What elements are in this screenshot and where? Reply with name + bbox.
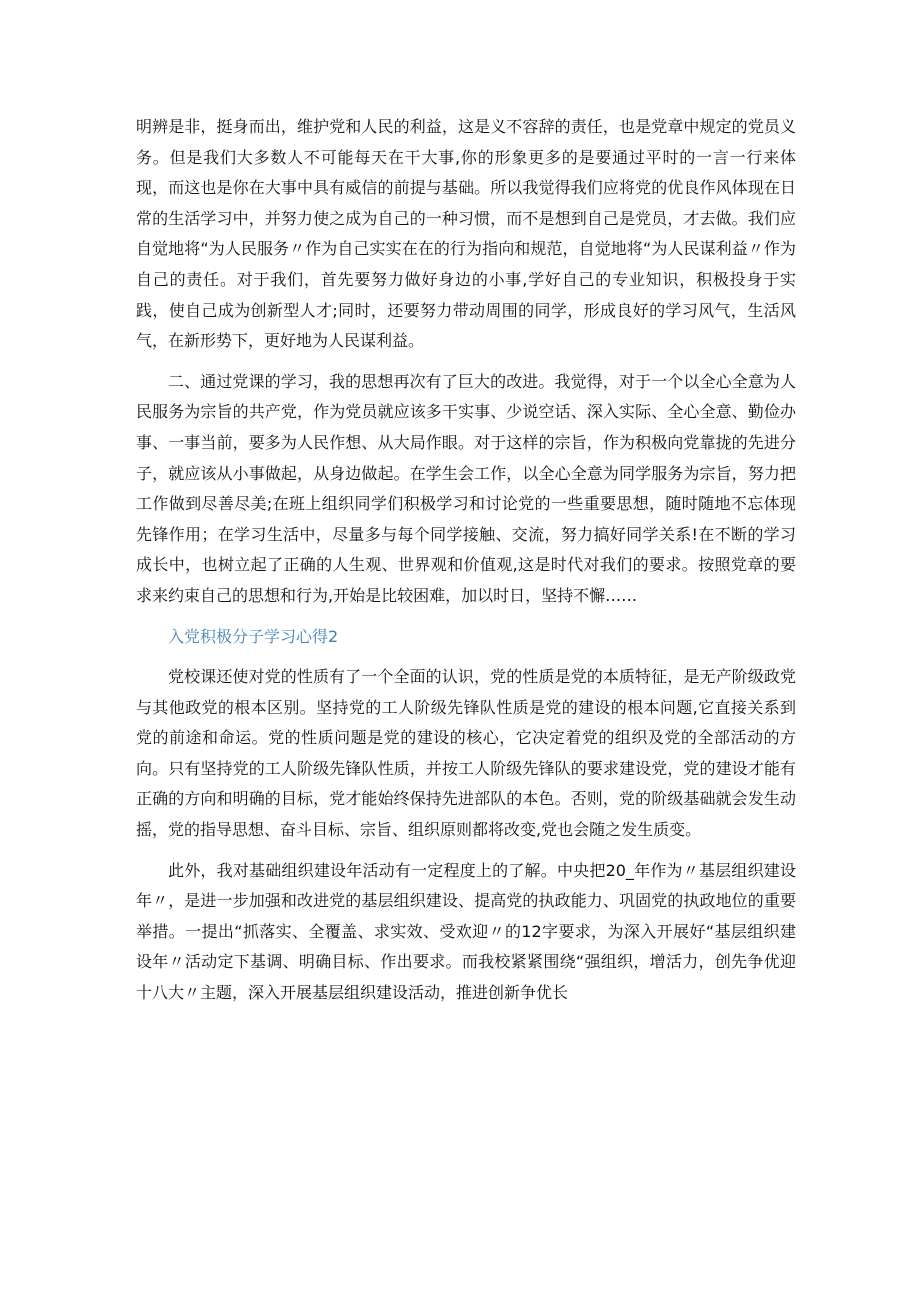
paragraph-4: 此外，我对基础组织建设年活动有一定程度上的了解。中央把20_年作为〃基层组织建设年〃，是进一步加强和改进党的基层组织建设、提高党的执政能力、巩固党的执政地位的重要举措。一提出“抓落实、全覆盖、求实效、受欢迎〃的12字要求，为深入开展好“基层组织建设年〃活动定下基调、明确目标、作出要求。而我校紧紧围绕“强组织，增活力，创先争优迎十八大〃主题，深入开展基层组织建设活动，推进创新争优长 bbox=[136, 860, 796, 1003]
paragraph-1: 明辨是非，挺身而出，维护党和人民的利益，这是义不容辞的责任，也是党章中规定的党员义务。但是我们大多数人不可能每天在干大事,你的形象更多的是要通过平时的一言一行来体现，而这也是你在大事中具有威信的前提与基础。所以我觉得我们应将党的优良作风体现在日常的生活学习中，并努力使之成为自己的一种习惯，而不是想到自己是党员，才去做。我们应自觉地将“为人民服务〃作为自己实实在在的行为指向和规范，自觉地将“为人民谋利益〃作为自己的责任。对于我们，首先要努力做好身边的小事,学好自己的专业知识，积极投身于实践，使自己成为创新型人才;同时，还要努力带动周围的同学，形成良好的学习风气，生活风气，在新形势下，更好地为人民谋利益。 bbox=[136, 117, 796, 351]
paragraph-3: 党校课还使对党的性质有了一个全面的认识，党的性质是党的本质特征，是无产阶级政党与其他政党的根本区别。坚持党的工人阶级先锋队性质是党的建设的根本问题,它直接关系到党的前途和命运。党的性质问题是党的建设的核心，它决定着党的组织及党的全部活动的方向。只有坚持党的工人阶级先锋队性质，并按工人阶级先锋队的要求建设党，党的建设才能有正确的方向和明确的目标，党才能始终保持先进部队的本色。否则，党的阶级基础就会发生动摇，党的指导思想、奋斗目标、宗旨、组织原则都将改变,党也会随之发生质变。 bbox=[136, 667, 796, 840]
paragraph-2: 二、通过党课的学习，我的思想再次有了巨大的改进。我觉得，对于一个以全心全意为人民服务为宗旨的共产党，作为党员就应该多干实事、少说空话、深入实际、全心全意、勤俭办事、一事当前，要多为人民作想、从大局作眼。对于这样的宗旨，作为积极向党靠拢的先进分子，就应该从小事做起，从身边做起。在学生会工作，以全心全意为同学服务为宗旨，努力把工作做到尽善尽美;在班上组织同学们积极学习和讨论党的一些重要思想，随时随地不忘体现先锋作用；在学习生活中，尽量多与每个同学接触、交流，努力搞好同学关系!在不断的学习成长中，也树立起了正确的人生观、世界观和价值观,这是时代对我们的要求。按照党章的要求来约束自己的思想和行为,开始是比较困难，加以时日，坚持不懈…… bbox=[136, 371, 796, 605]
section-heading: 入党积极分子学习心得2 bbox=[168, 626, 339, 646]
document-body bbox=[136, 112, 796, 1009]
